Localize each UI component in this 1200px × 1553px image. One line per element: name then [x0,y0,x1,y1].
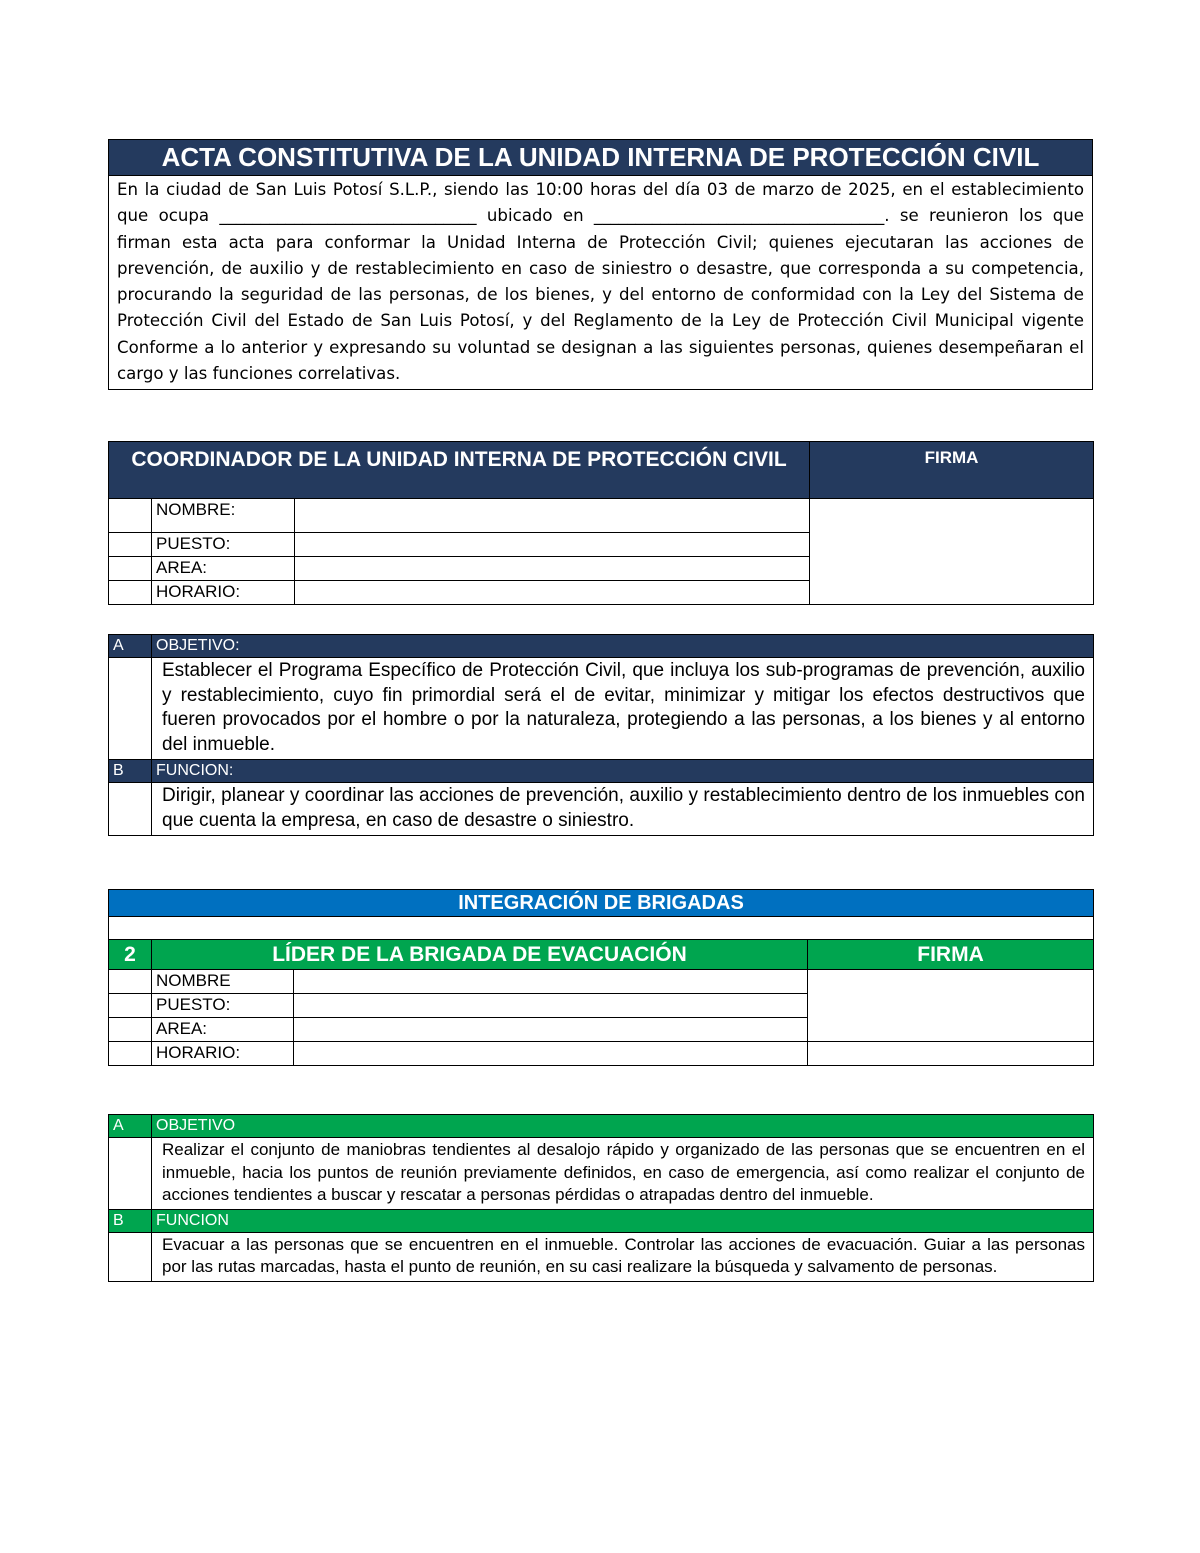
brigadas-title: INTEGRACIÓN DE BRIGADAS [109,890,1094,917]
brigada-row-index [109,970,152,994]
acta-body-part1: En la ciudad de San Luis Potosí S.L.P., siendo las 10:00 horas del día 03 de marzo de 2025, en el establecimiento que ocupa [117,180,1084,226]
coordinador-table [108,441,1094,605]
funcion-text: Dirigir, planear y coordinar las acciones de prevención, auxilio y restablecimiento dentro de los inmuebles con que cuenta la empresa, en caso de desastre o siniestro. [152,783,1094,836]
brigada-row-index [109,1018,152,1042]
brigada-label-puesto: PUESTO: [152,994,294,1018]
objetivo-letter: A [109,635,152,658]
funcion-spacer [109,783,152,836]
blank-ubicacion[interactable]: ___________________________________ [593,206,885,226]
brigada-input-horario[interactable] [294,1042,808,1066]
acta-body [109,176,1093,390]
coordinador-row-index [109,533,152,557]
label-area: AREA: [152,557,295,581]
funcion-label: FUNCION: [152,760,1094,783]
brigada-objetivo-label: OBJETIVO [152,1115,1094,1138]
acta-title: ACTA CONSTITUTIVA DE LA UNIDAD INTERNA DE PROTECCIÓN CIVIL [109,140,1093,176]
input-area[interactable] [295,557,810,581]
brigadas-table [108,889,1094,1066]
brigada-objetivo-spacer [109,1138,152,1210]
brigada-firma-extra[interactable] [808,1042,1094,1066]
brigada-input-puesto[interactable] [294,994,808,1018]
brigada-input-area[interactable] [294,1018,808,1042]
brigada-objetivo-letter: A [109,1115,152,1138]
coordinador-objetivo-table [108,634,1094,836]
brigada-label-nombre: NOMBRE [152,970,294,994]
label-puesto: PUESTO: [152,533,295,557]
objetivo-text: Establecer el Programa Específico de Protección Civil, que incluya los sub-programas de prevención, auxilio y restablecimiento, cuyo fin primordial será el de evitar, minimizar y mitigar los efectos destructivos que fueren provocados por el hombre o por la naturaleza, protegiendo a las personas, a los bienes y al entorno del inmueble. [152,658,1094,760]
objetivo-label: OBJETIVO: [152,635,1094,658]
brigada-objetivo-text: Realizar el conjunto de maniobras tendientes al desalojo rápido y organizado de las personas que se encuentren en el inmueble, hacia los puntos de reunión previamente definidos, en caso de emergencia, así como realizar el conjunto de acciones tendientes a buscar y rescatar a personas pérdidas o atrapadas dentro del inmueble. [152,1138,1094,1210]
brigada-number: 2 [109,940,152,970]
blank-establecimiento[interactable]: _______________________________ [219,206,477,226]
brigada-funcion-label: FUNCION [152,1209,1094,1232]
brigada-input-nombre[interactable] [294,970,808,994]
brigada-funcion-text: Evacuar a las personas que se encuentren en el inmueble. Controlar las acciones de evacuación. Guiar a las personas por las rutas marcadas, hasta el punto de reunión, en su casi realizare la búsqueda y salvamento de personas. [152,1232,1094,1281]
acta-table [108,139,1093,390]
coordinador-row-index [109,499,152,533]
coordinador-firma-box[interactable] [810,499,1094,605]
coordinador-firma-header: FIRMA [810,442,1094,499]
brigada-row-index [109,1042,152,1066]
input-nombre[interactable] [295,499,810,533]
coordinador-row-index [109,557,152,581]
funcion-letter: B [109,760,152,783]
brigada-objetivo-table [108,1114,1094,1282]
brigada-row-index [109,994,152,1018]
brigada-firma-header: FIRMA [808,940,1094,970]
coordinador-header: COORDINADOR DE LA UNIDAD INTERNA DE PROTECCIÓN CIVIL [109,442,810,499]
input-puesto[interactable] [295,533,810,557]
input-horario[interactable] [295,581,810,605]
brigada-firma-box[interactable] [808,970,1094,1042]
acta-body-part3: . se reunieron los que firman esta acta para conformar la Unidad Interna de Protección Civil; quienes ejecutaran las acciones de prevención, de auxilio y de restablecimiento en caso de siniestro o desastre, que corresponda a su competencia, procurando la seguridad de las personas, de los bienes, y del entorno de conformidad con la Ley del Sistema de Protección Civil del Estado de San Luis Potosí, y del Reglamento de la Ley de Protección Civil Municipal vigente Conforme a lo anterior y expresando su voluntad se designan a las siguientes personas, quienes desempeñaran el cargo y las funciones correlativas. [117,206,1084,384]
acta-body-part2: ubicado en [476,206,594,226]
brigada-label-area: AREA: [152,1018,294,1042]
brigada-label-horario: HORARIO: [152,1042,294,1066]
brigada-leader-header: LÍDER DE LA BRIGADA DE EVACUACIÓN [152,940,808,970]
objetivo-spacer [109,658,152,760]
label-horario: HORARIO: [152,581,295,605]
brigada-funcion-spacer [109,1232,152,1281]
brigadas-blank-row [109,917,1094,940]
coordinador-row-index [109,581,152,605]
label-nombre: NOMBRE: [152,499,295,533]
brigada-funcion-letter: B [109,1209,152,1232]
